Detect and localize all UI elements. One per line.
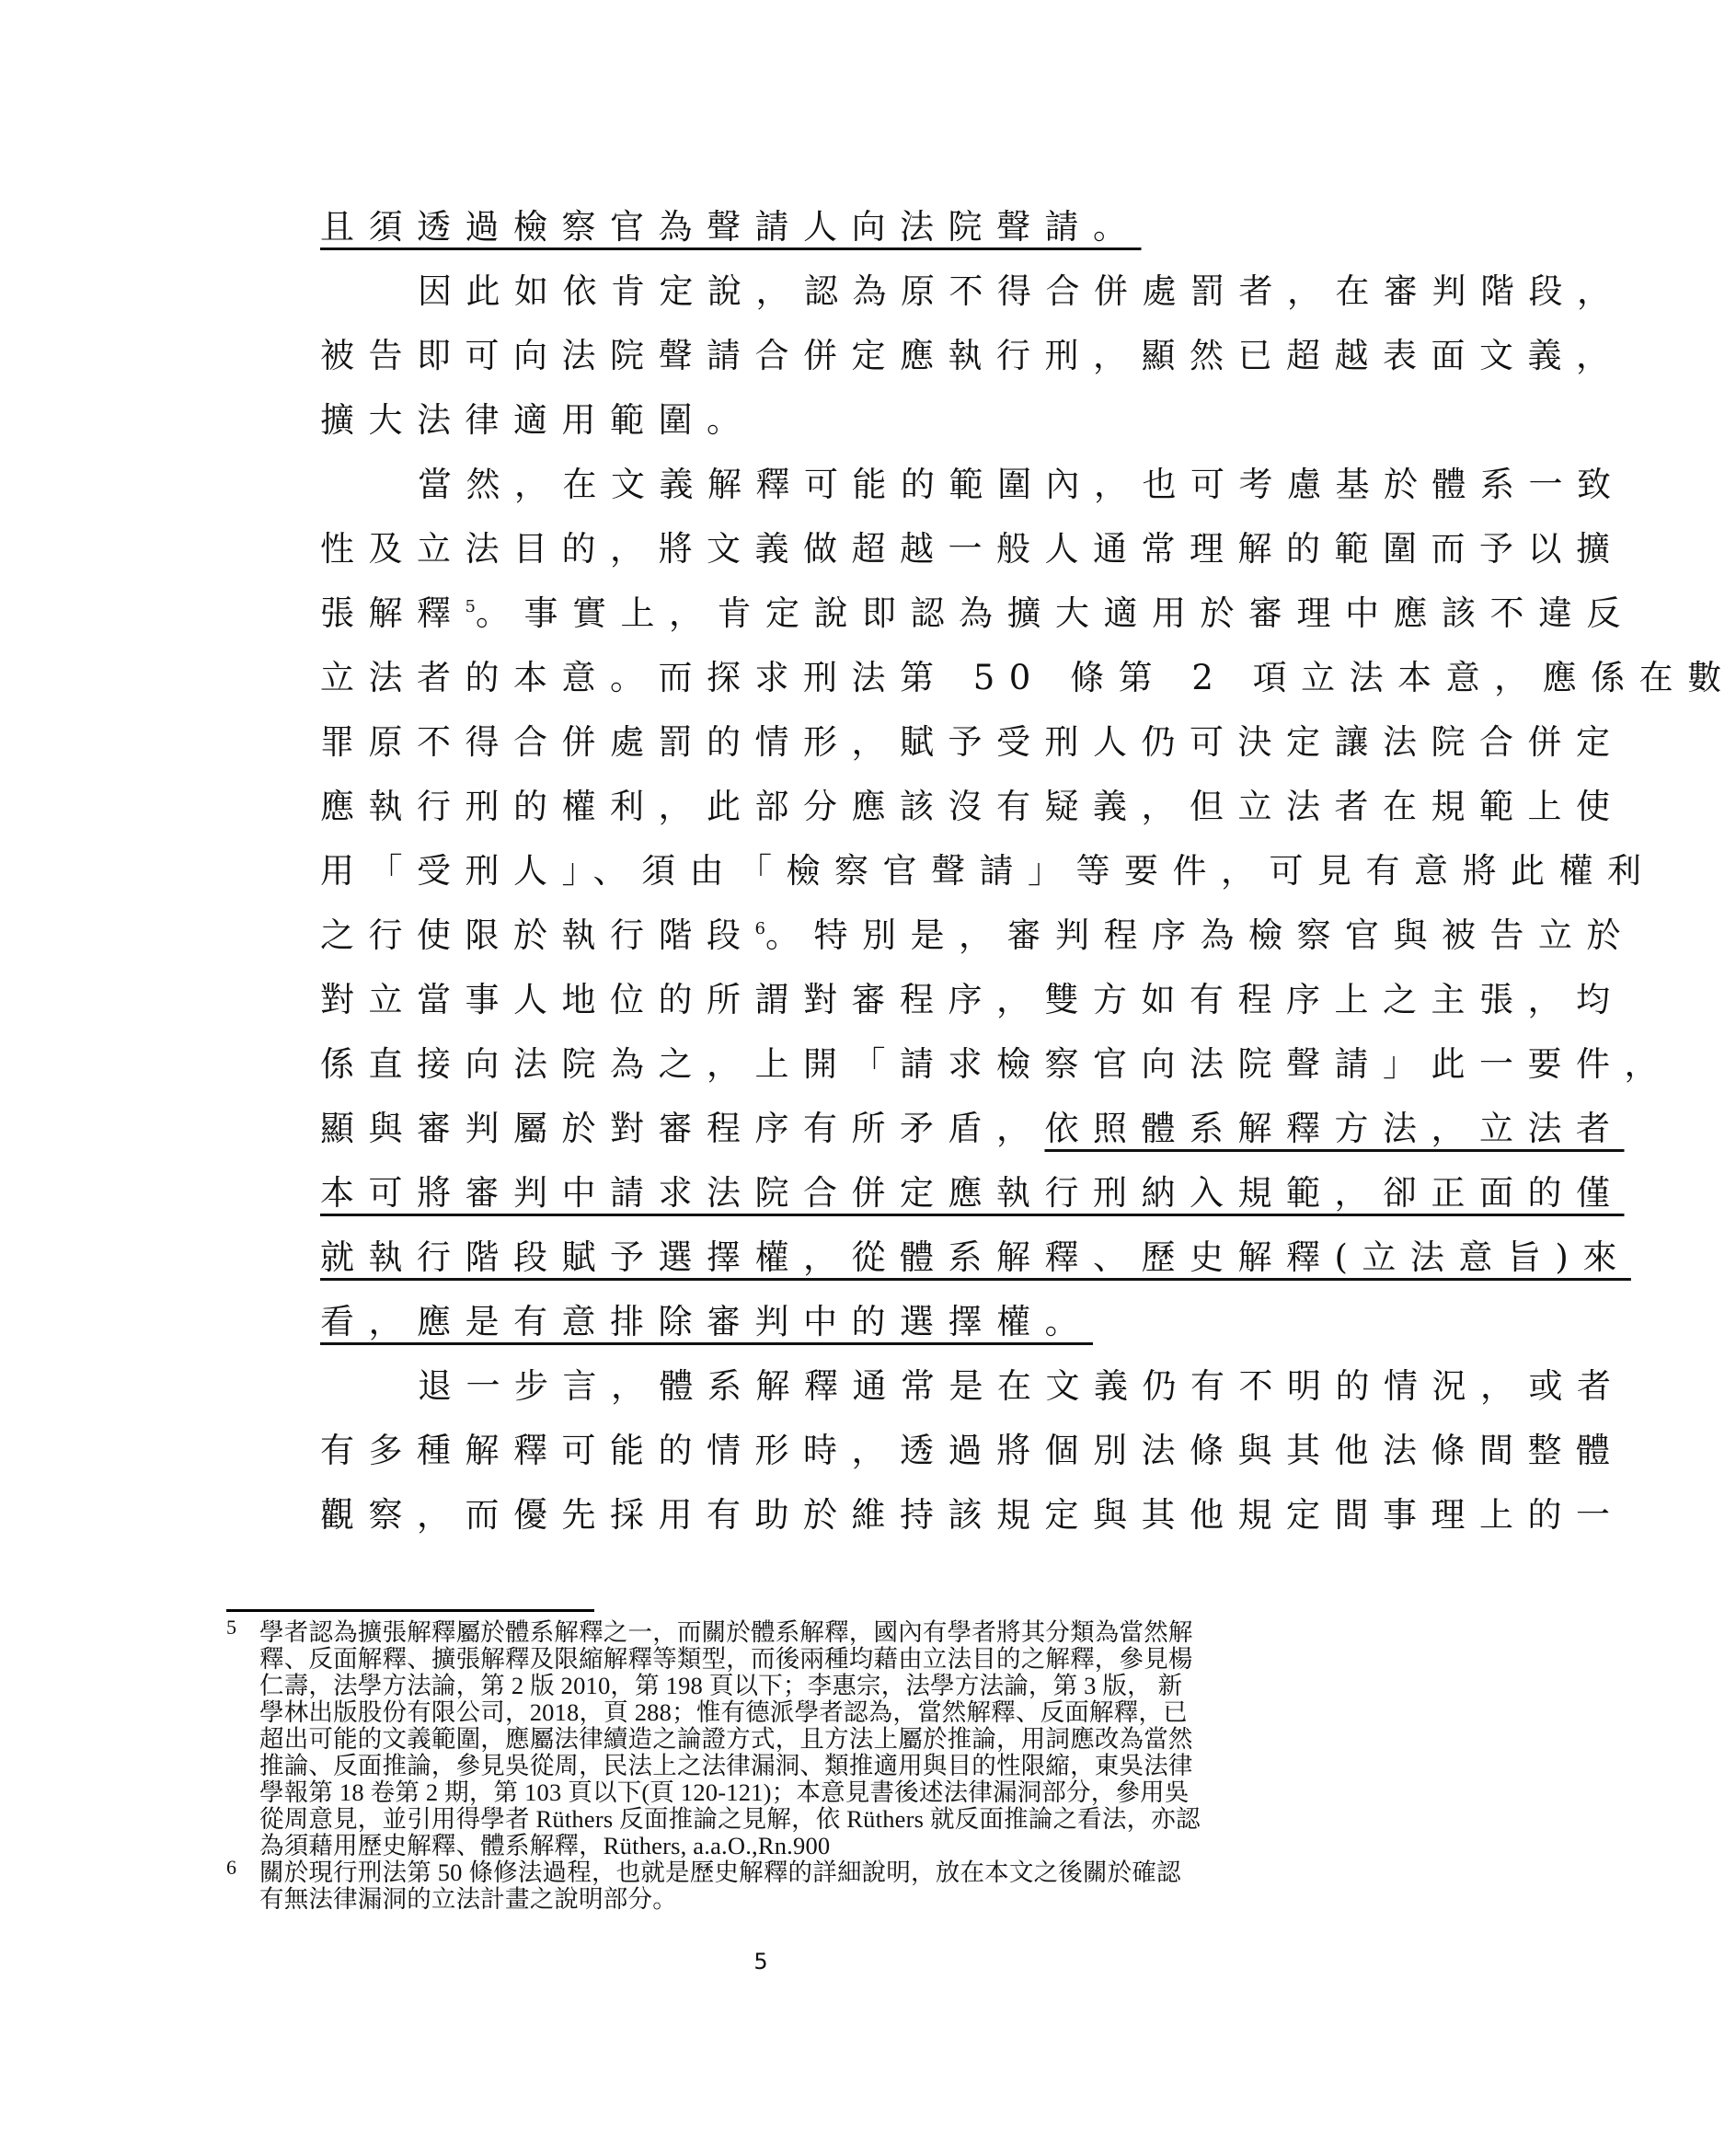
- footnote-line: 超出可能的文義範圍，應屬法律續造之論證方式，且方法上屬於推論，用詞應改為當然: [259, 1725, 1193, 1753]
- body-text: [320, 195, 1736, 1548]
- footnote-line: 有無法律漏洞的立法計畫之說明部分。: [259, 1885, 677, 1913]
- body-line: 罪原不得合併處罰的情形，賦予受刑人仍可決定讓法院合併定: [320, 722, 1625, 762]
- body-line: 就執行階段賦予選擇權，從體系解釋、歷史解釋(立法意旨)來: [320, 1237, 1631, 1277]
- body-text-span: 之行使限於執行階段: [320, 915, 755, 955]
- body-line: 看，應是有意排除審判中的選擇權。: [320, 1302, 1093, 1341]
- paragraph-start-line: 退一步言，體系解釋通常是在文義仍有不明的情況，或者: [418, 1366, 1626, 1406]
- paragraph-start-line: 因此如依肯定說，認為原不得合併處罰者，在審判階段，: [418, 271, 1626, 311]
- footnote-line: 推論、反面推論，參見吳從周，民法上之法律漏洞、類推適用與目的性限縮，東吳法律: [259, 1752, 1193, 1779]
- body-line: 且須透過檢察官為聲請人向法院聲請。: [320, 207, 1142, 247]
- footnote-line: 學林出版股份有限公司，2018，頁 288；惟有德派學者認為，當然解釋、反面解釋，已: [259, 1698, 1188, 1726]
- body-line: [320, 1097, 1625, 1161]
- footnote-separator: [226, 1609, 594, 1612]
- body-text-span: 顯與審判屬於對審程序有所矛盾，: [320, 1109, 1045, 1148]
- page-number: 5: [753, 1949, 768, 1974]
- body-line: 擴大法律適用範圍。: [320, 400, 755, 440]
- footnote-6: [226, 1856, 1312, 1913]
- body-text-span: 張解釋: [320, 593, 466, 633]
- footnote-line: 關於現行刑法第 50 條修法過程，也就是歷史解釋的詳細說明，放在本文之後關於確認: [259, 1859, 1181, 1886]
- body-text-span: 。特別是，審判程序為檢察官與被告立於: [765, 915, 1635, 955]
- body-line: 用「受刑人」、須由「檢察官聲請」等要件，可見有意將此權利: [320, 851, 1656, 891]
- underlined-text-span: 依照體系解釋方法，立法者: [1044, 1109, 1625, 1148]
- footnote-line: 從周意見，並引用得學者 Rüthers 反面推論之見解，依 Rüthers 就反面推論之看法，亦認: [259, 1805, 1201, 1833]
- body-line: 應執行刑的權利，此部分應該沒有疑義，但立法者在規範上使: [320, 787, 1625, 826]
- footnote-line: 釋、反面解釋、擴張解釋及限縮解釋等類型，而後兩種均藉由立法目的之解釋，參見楊: [259, 1645, 1193, 1673]
- body-line: 立法者的本意。而探求刑法第 50 條第 2 項立法本意，應係在數: [320, 658, 1736, 697]
- body-line: 被告即可向法院聲請合併定應執行刑，顯然已超越表面文義，: [320, 336, 1625, 375]
- footnote-5: [226, 1616, 1312, 1859]
- body-line: [320, 581, 1635, 646]
- paragraph-start-line: 當然，在文義解釋可能的範圍內，也可考慮基於體系一致: [418, 465, 1626, 504]
- footnote-line: 為須藉用歷史解釋、體系解釋，Rüthers, a.a.O.,Rn.900: [259, 1832, 831, 1859]
- body-line: 有多種解釋可能的情形時，透過將個別法條與其他法條間整體: [320, 1431, 1625, 1470]
- body-line: 係直接向法院為之，上開「請求檢察官向法院聲請」此一要件，: [320, 1044, 1673, 1084]
- footnote-number: 6: [226, 1856, 236, 1879]
- body-line: 對立當事人地位的所謂對審程序，雙方如有程序上之主張，均: [320, 980, 1625, 1019]
- body-line: [320, 903, 1635, 968]
- footnote-line: 學者認為擴張解釋屬於體系解釋之一，而關於體系解釋，國內有學者將其分類為當然解: [259, 1618, 1193, 1646]
- footnotes: [226, 1616, 1312, 1913]
- footnote-number: 5: [226, 1616, 236, 1639]
- footnote-line: 學報第 18 卷第 2 期，第 103 頁以下(頁 120-121)；本意見書後述法律漏洞部分，參用吳: [259, 1778, 1190, 1806]
- body-line: 本可將審判中請求法院合併定應執行刑納入規範，卻正面的僅: [320, 1173, 1625, 1213]
- body-line: 觀察，而優先採用有助於維持該規定與其他規定間事理上的一: [320, 1495, 1625, 1535]
- body-line: 性及立法目的，將文義做超越一般人通常理解的範圍而予以擴: [320, 529, 1625, 569]
- footnote-ref-5[interactable]: 5: [465, 597, 476, 616]
- footnote-ref-6[interactable]: 6: [754, 919, 765, 938]
- footnote-line: 仁壽，法學方法論，第 2 版 2010，第 198 頁以下；李惠宗，法學方法論，第 3 版， 新: [259, 1672, 1183, 1699]
- body-text-span: 。事實上，肯定說即認為擴大適用於審理中應該不違反: [475, 593, 1635, 633]
